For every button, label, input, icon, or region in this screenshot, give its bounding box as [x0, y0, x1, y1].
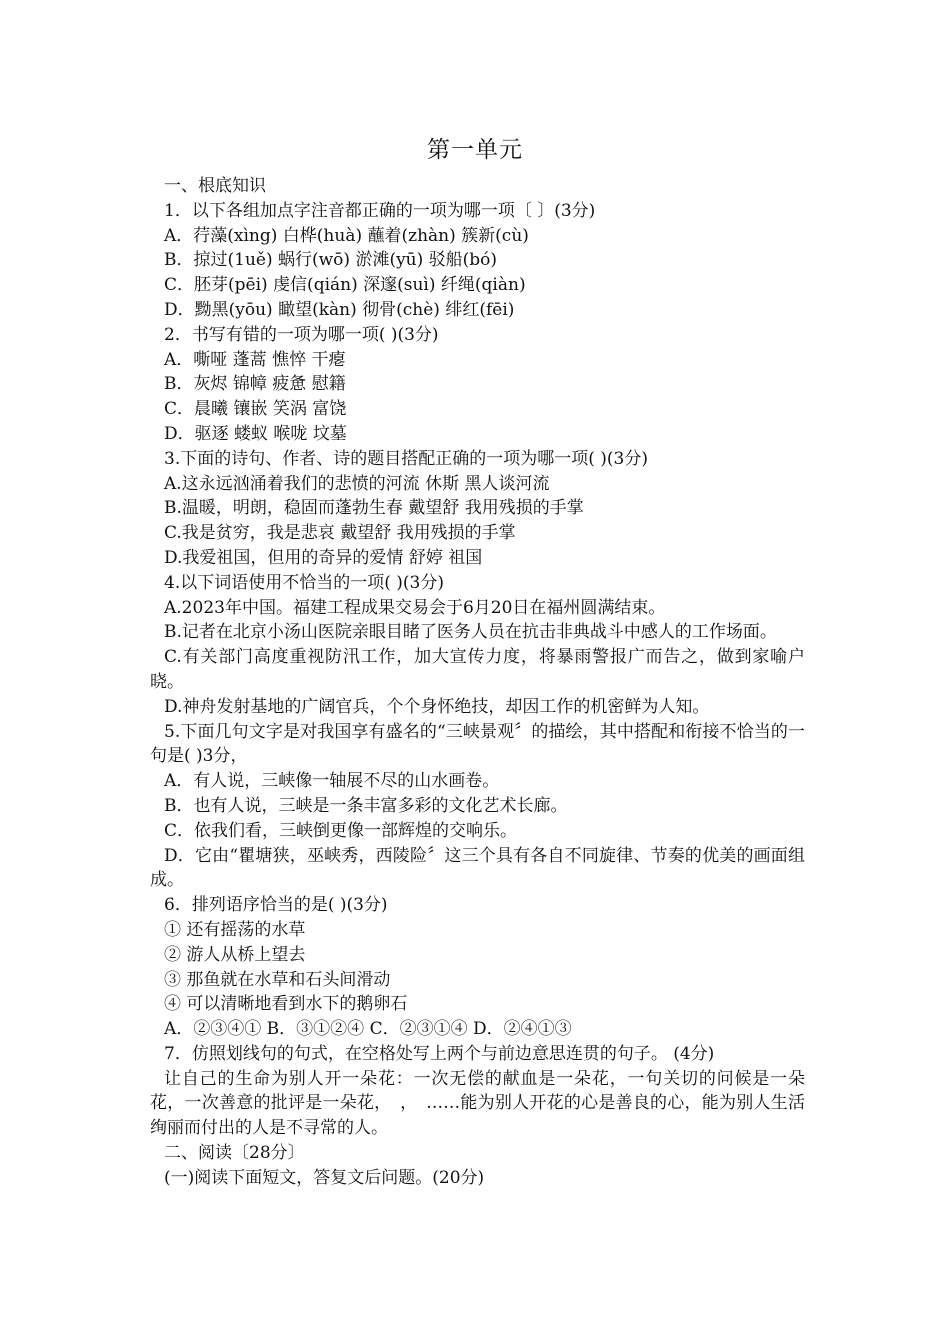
text-line: ③ 那鱼就在水草和石头间滑动	[164, 969, 391, 990]
text-line: 6．排列语序恰当的是( )(3分)	[164, 895, 388, 916]
page-title: 第一单元	[427, 137, 523, 163]
text-line: 二、阅读〔28分〕	[164, 1143, 305, 1164]
text-line: B．也有人说，三峡是一条丰富多彩的文化艺术长廊。	[164, 795, 568, 816]
text-line: 4.以下词语使用不恰当的一项( )(3分)	[164, 572, 444, 593]
text-line: C．依我们看，三峡倒更像一部辉煌的交响乐。	[164, 820, 518, 841]
text-line: C．胚芽(pēi) 虔信(qián) 深邃(suì) 纤绳(qiàn)	[164, 275, 526, 296]
text-line: D.我爱祖国，但用的奇异的爱情 舒婷 祖国	[164, 547, 483, 568]
text-line: B.温暖，明朗，稳固而蓬勃生春 戴望舒 我用残损的手掌	[164, 498, 584, 519]
text-line: 2．书写有错的一项为哪一项( )(3分)	[164, 324, 439, 345]
text-paragraph: 让自己的生命为别人开一朵花：一次无偿的献血是一朵花，一句关切的问候是一朵花，一次善意的批评是一朵花， ， ……能为别人开花的心是善良的心，能为别人生活绚丽而付出的人是不寻常的人。	[150, 1068, 805, 1139]
text-line: A．有人说，三峡像一轴展不尽的山水画卷。	[164, 771, 500, 792]
text-line: 3.下面的诗句、作者、诗的题目搭配正确的一项为哪一项( )(3分)	[164, 448, 648, 469]
text-paragraph: 5.下面几句文字是对我国享有盛名的“三峡景观〞的描绘，其中搭配和衔接不恰当的一句是( )3分，	[150, 721, 805, 767]
text-paragraph: C.有关部门高度重视防汛工作，加大宣传力度，将暴雨警报广而告之，做到家喻户晓。	[150, 647, 805, 692]
text-line: (一)阅读下面短文，答复文后问题。(20分)	[164, 1167, 485, 1188]
text-line: A．②③④① B．③①②④ C．②③①④ D．②④①③	[164, 1019, 572, 1040]
text-line: ② 游人从桥上望去	[164, 944, 306, 965]
text-line: A．嘶哑 蓬蒿 憔悴 干瘪	[164, 349, 346, 370]
text-line: A.这永远汹涌着我们的悲愤的河流 休斯 黑人谈河流	[164, 473, 550, 494]
text-line: D.神舟发射基地的广阔官兵，个个身怀绝技，却因工作的机密鲜为人知。	[164, 696, 710, 717]
text-line: C.我是贫穷，我是悲哀 戴望舒 我用残损的手掌	[164, 523, 516, 544]
text-line: A.2023年中国。福建工程成果交易会于6月20日在福州圆满结束。	[164, 597, 666, 618]
text-line: ④ 可以清晰地看到水下的鹅卵石	[164, 994, 408, 1015]
text-line: ① 还有摇荡的水草	[164, 919, 306, 940]
text-line: 1．以下各组加点字注音都正确的一项为哪一项〔 〕(3分)	[164, 200, 596, 221]
text-line: D．驱逐 蝼蚁 喉咙 坟墓	[164, 423, 347, 444]
text-line: C．晨曦 镶嵌 笑涡 富饶	[164, 399, 347, 420]
text-line: 一、根底知识	[164, 176, 266, 196]
text-line: A．荇藻(xìng) 白桦(huà) 蘸着(zhàn) 簇新(cù)	[164, 225, 529, 246]
text-line: B．灰烬 锦幛 疲惫 慰籍	[164, 374, 346, 395]
document-body	[150, 174, 805, 1191]
text-line: B．掠过(1uě) 蜗行(wō) 淤滩(yū) 驳船(bó)	[164, 250, 498, 271]
text-paragraph: B.记者在北京小汤山医院亲眼目睹了医务人员在抗击非典战斗中感人的工作场面。	[164, 622, 777, 643]
text-paragraph: D．它由“瞿塘狭，巫峡秀，西陵险〞这三个具有各自不同旋律、节奏的优美的画面组成。	[150, 845, 805, 891]
text-line: D．黝黑(yōu) 瞰望(kàn) 彻骨(chè) 绯红(fēi)	[164, 299, 515, 320]
text-line: 7．仿照划线句的句式，在空格处写上两个与前边意思连贯的句子。 (4分)	[164, 1043, 715, 1064]
